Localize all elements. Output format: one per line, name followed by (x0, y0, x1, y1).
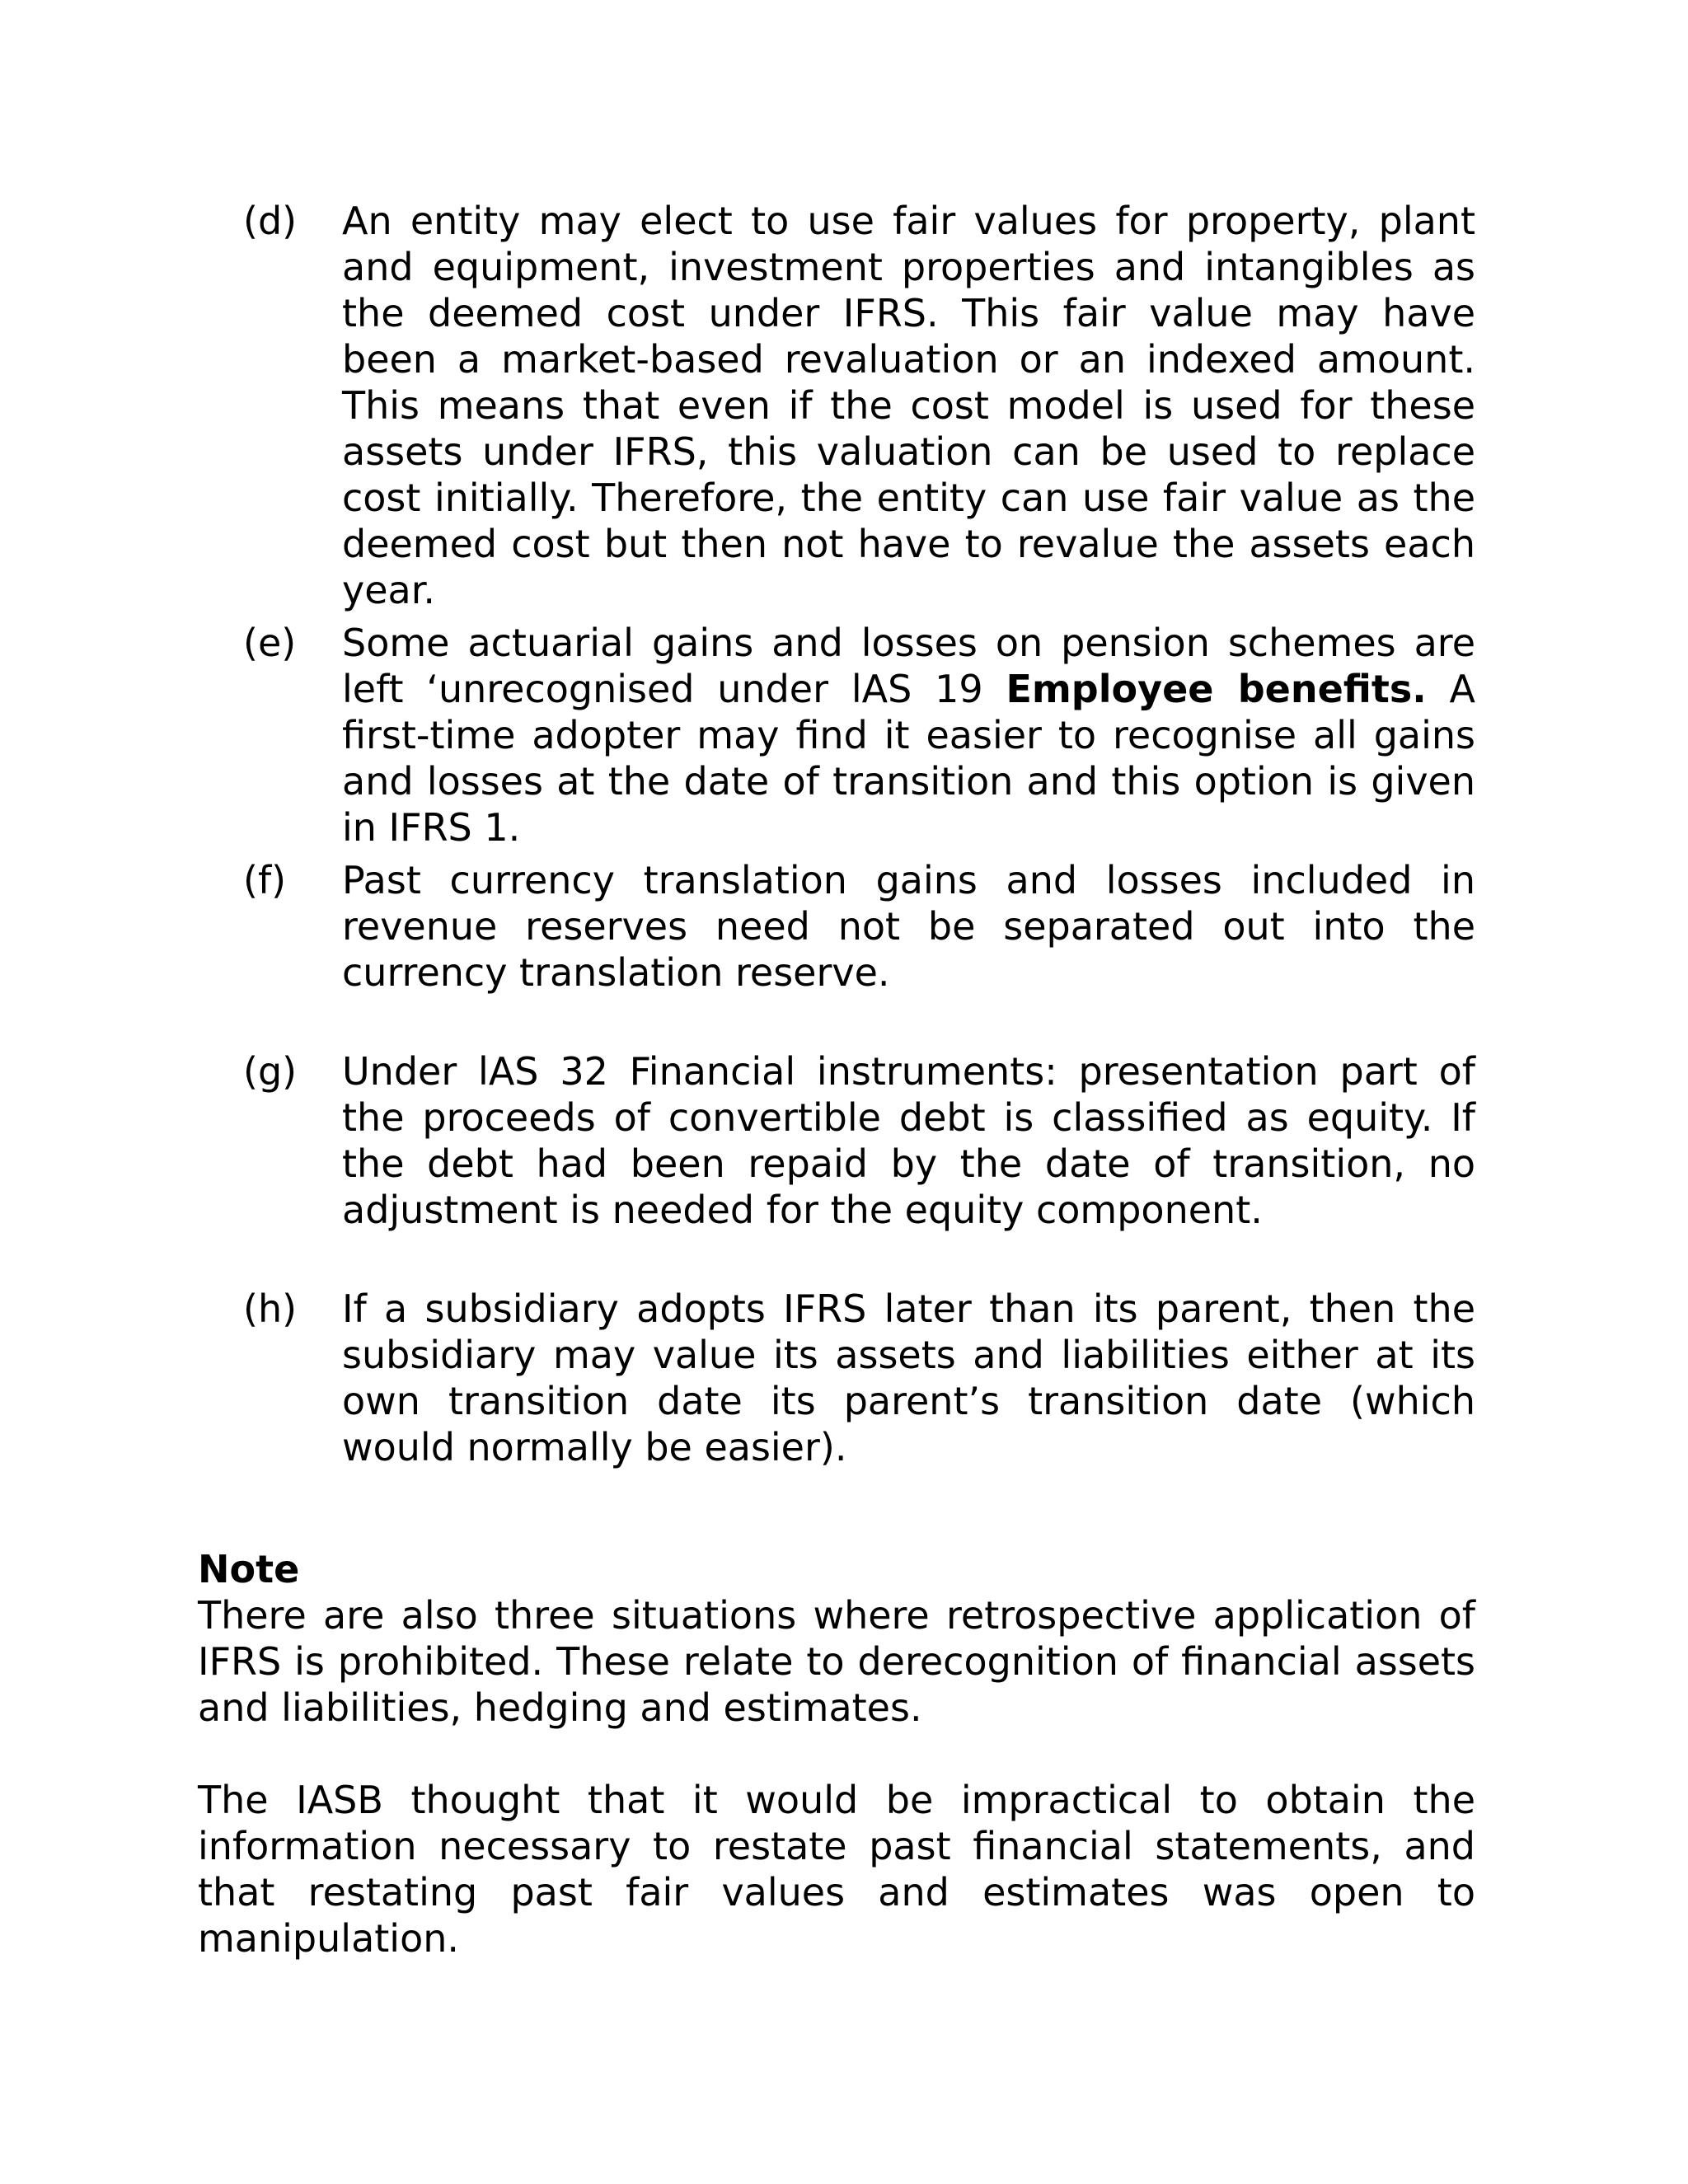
item-label: (f) (243, 858, 287, 902)
item-text: Past currency translation gains and losses included in revenue reserves need not be separated out into the currency translation reserve. (342, 858, 1475, 995)
item-text (342, 620, 1475, 851)
item-text: An entity may elect to use fair values for property, plant and equipment, investment properties and intangibles as the deemed cost under IFRS. This fair value may have been a market-based revaluation or an indexed amount. This means that even if the cost model is used for these assets under IFRS, this valuation can be used to replace cost initially. Therefore, the entity can use fair value as the deemed cost but then not have to revalue the assets each year. (342, 199, 1475, 612)
item-text-part: A first-time adopter may find it easier to recognise all gains and losses at the date of transition and this option is given in IFRS 1. (342, 667, 1476, 850)
note-heading: Note (198, 1547, 300, 1591)
item-text: If a subsidiary adopts IFRS later than its parent, then the subsidiary may value its assets and liabilities either at its own transition date its parent’s transition date (which would normally be easier). (342, 1286, 1475, 1469)
item-label: (h) (243, 1286, 298, 1331)
item-text-part: Some actuarial gains and losses on pension schemes are left ‘unrecognised under lAS 19 (342, 621, 1475, 711)
item-text: Under lAS 32 Financial instruments: presentation part of the proceeds of convertible debt is classified as equity. If the debt had been repaid by the date of transition, no adjustment is needed for the equity component. (342, 1049, 1475, 1232)
item-label: (d) (243, 199, 298, 243)
note-paragraph: There are also three situations where retrospective application of IFRS is prohibited. These relate to derecognition of financial assets and liabilities, hedging and estimates. (198, 1593, 1475, 1730)
note-section (198, 1546, 1475, 1961)
item-label: (e) (243, 621, 297, 665)
item-label: (g) (243, 1049, 298, 1094)
note-paragraph: The IASB thought that it would be impractical to obtain the information necessary to restate past financial statements, and that restating past fair values and estimates was open to manipulation. (198, 1778, 1475, 1961)
standard-title-bold: Employee benefits. (1006, 667, 1427, 711)
